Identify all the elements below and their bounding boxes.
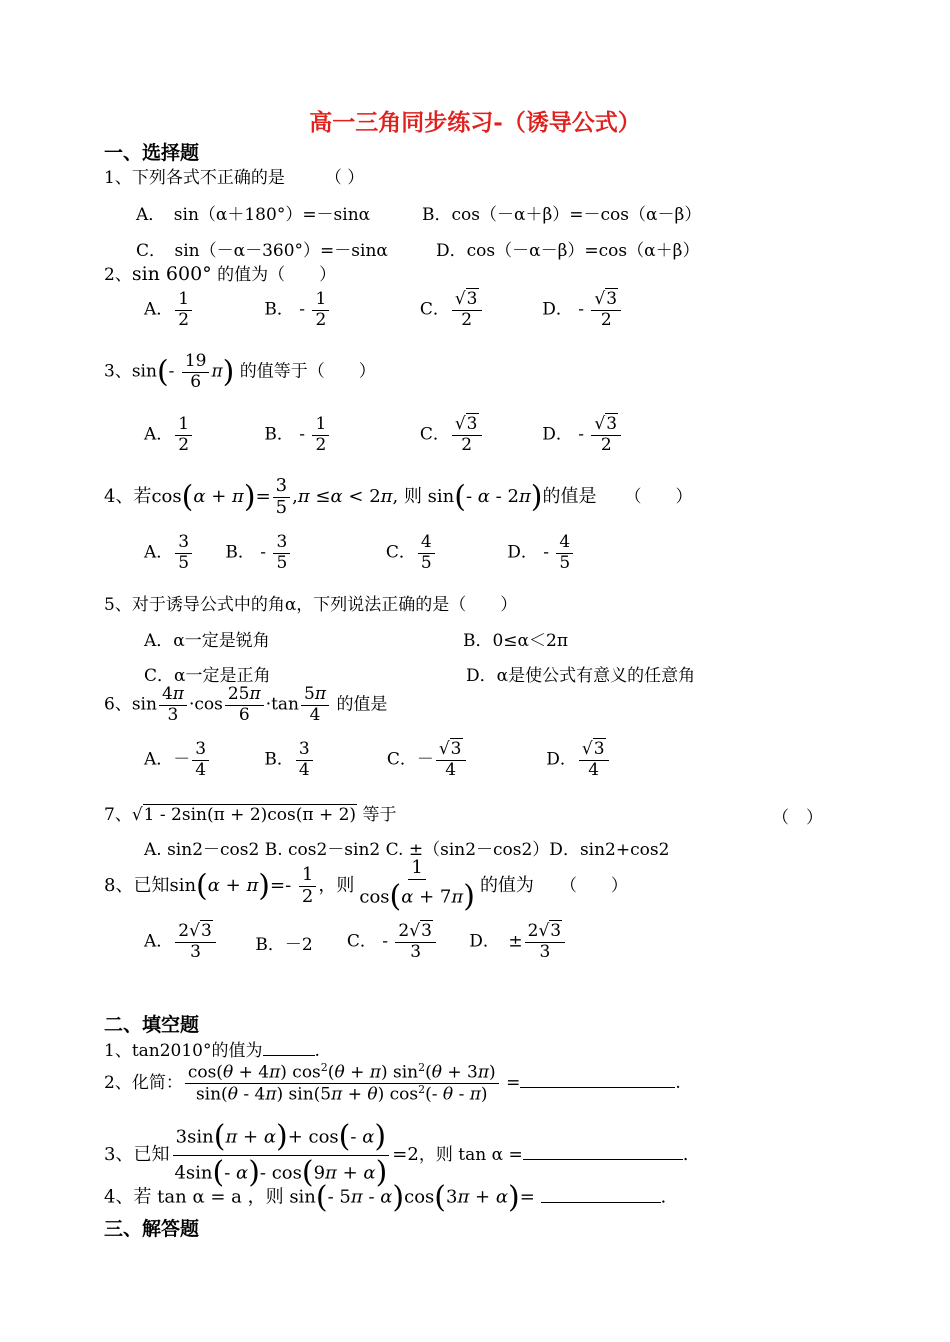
f3-line: 3、已知 $\frac{3\sin(\pi + \alpha)+ \cos(- \alpha)}{4\sin(- \alpha)- \cos(9\pi + \alpha)}$ =2，则 tan α = . bbox=[104, 1119, 689, 1190]
f4-line: 4、若 tan α = a ，则 sin(- 5π - α)cos(3π + α)= . bbox=[104, 1180, 667, 1215]
f1-line: 1、tan2010°的值为 . bbox=[104, 1041, 320, 1061]
q3-option-c: C． $\frac{√3}{2}$ bbox=[420, 415, 537, 455]
q7-options: A. sin2－cos2 B. cos2－sin2 C. ±（sin2－cos2）D．sin2+cos2 bbox=[144, 840, 670, 860]
q1-option-d: D．cos（－α－β）=cos（α＋β） bbox=[436, 241, 700, 261]
q2-option-a: A． $\frac{1}{2}$ bbox=[144, 290, 259, 330]
q7-paren: （ ） bbox=[772, 808, 823, 828]
q4-option-d: D． - $\frac{4}{5}$ bbox=[507, 533, 575, 573]
q8-option-a: A． $\frac{2√3}{3}$ bbox=[144, 922, 250, 962]
q4-option-a: A． $\frac{3}{5}$ bbox=[144, 533, 220, 573]
section-answer-heading: 三、解答题 bbox=[104, 1218, 200, 1240]
q8-stem: 8、已知sin(α + π)=- $\frac{1}{2}$ ，则 $\frac{1}{\cos(\alpha + 7\pi)}$ 的值为 （ ） bbox=[104, 857, 628, 914]
q4-stem: 4、若cos(α + π)= $\frac{3}{5}$ ,π ≤α < 2π, 则 sin(- α - 2π)的值是 （ ） bbox=[104, 475, 693, 518]
q3-options bbox=[144, 415, 623, 455]
q6-option-d: D． $\frac{√3}{4}$ bbox=[546, 740, 610, 780]
q2-option-d: D． - $\frac{√3}{2}$ bbox=[542, 290, 623, 330]
q2-options bbox=[144, 290, 623, 330]
q6-option-b: B． $\frac{3}{4}$ bbox=[264, 740, 381, 780]
section-choice-heading: 一、选择题 bbox=[104, 142, 200, 164]
q2-stem: 2、sin 600° 的值为（ ） bbox=[104, 263, 337, 285]
q1-option-b: B．cos（－α＋β）=－cos（α－β） bbox=[422, 205, 702, 225]
q6-stem: 6、sin $\frac{4\pi}{3}$ ·cos $\frac{25\pi}{6}$ ·tan $\frac{5\pi}{4}$ 的值是 bbox=[104, 684, 388, 725]
q2-option-c: C． $\frac{√3}{2}$ bbox=[420, 290, 537, 330]
q3-stem: 3、sin(- $\frac{19}{6}$ π) 的值等于（ ） bbox=[104, 351, 376, 392]
q3-option-d: D． - $\frac{√3}{2}$ bbox=[542, 415, 623, 455]
q4-option-b: B． - $\frac{3}{5}$ bbox=[225, 533, 380, 573]
q5-stem: 5、对于诱导公式中的角α，下列说法正确的是（ ） bbox=[104, 595, 518, 615]
q5-option-a: A．α一定是锐角 bbox=[144, 631, 270, 651]
q8-option-d: D． ± $\frac{2√3}{3}$ bbox=[469, 922, 567, 962]
q1-option-c: C． sin（－α－360°）=－sinα bbox=[136, 241, 388, 261]
q5-option-b: B．0≤α＜2π bbox=[463, 631, 569, 651]
q6-option-c: C．－ $\frac{√3}{4}$ bbox=[387, 740, 541, 780]
q3-option-a: A． $\frac{1}{2}$ bbox=[144, 415, 259, 455]
f2-line: 2、化简： $\frac{\cos(\theta + 4\pi) \cos^2(\theta + \pi) \sin^2(\theta + 3\pi)}{\sin(\theta - 4\pi) \sin(5\pi + \theta) \cos^2(- \theta - \pi)}$ = . bbox=[104, 1061, 681, 1105]
q6-options bbox=[144, 740, 611, 780]
q3-option-b: B． - $\frac{1}{2}$ bbox=[264, 415, 414, 455]
q7-stem: 7、√1 - 2sin(π + 2)cos(π + 2) 等于 bbox=[104, 805, 397, 825]
q6-option-a: A．－ $\frac{3}{4}$ bbox=[144, 740, 259, 780]
page-title: 高一三角同步练习-（诱导公式） bbox=[309, 109, 641, 136]
q5-option-d: D．α是使公式有意义的任意角 bbox=[466, 666, 696, 686]
section-fill-heading: 二、填空题 bbox=[104, 1014, 200, 1036]
q8-options bbox=[144, 922, 567, 962]
q2-option-b: B． - $\frac{1}{2}$ bbox=[264, 290, 414, 330]
q5-option-c: C．α一定是正角 bbox=[144, 666, 271, 686]
q4-option-c: C． $\frac{4}{5}$ bbox=[386, 533, 502, 573]
q4-options bbox=[144, 533, 575, 573]
q8-option-b: B．－2 bbox=[255, 934, 313, 955]
q1-stem: 1、下列各式不正确的是 （ ） bbox=[104, 168, 365, 188]
q1-option-a: A． sin（α＋180°）=－sinα bbox=[136, 205, 371, 225]
q8-option-c: C． - $\frac{2√3}{3}$ bbox=[347, 922, 464, 962]
